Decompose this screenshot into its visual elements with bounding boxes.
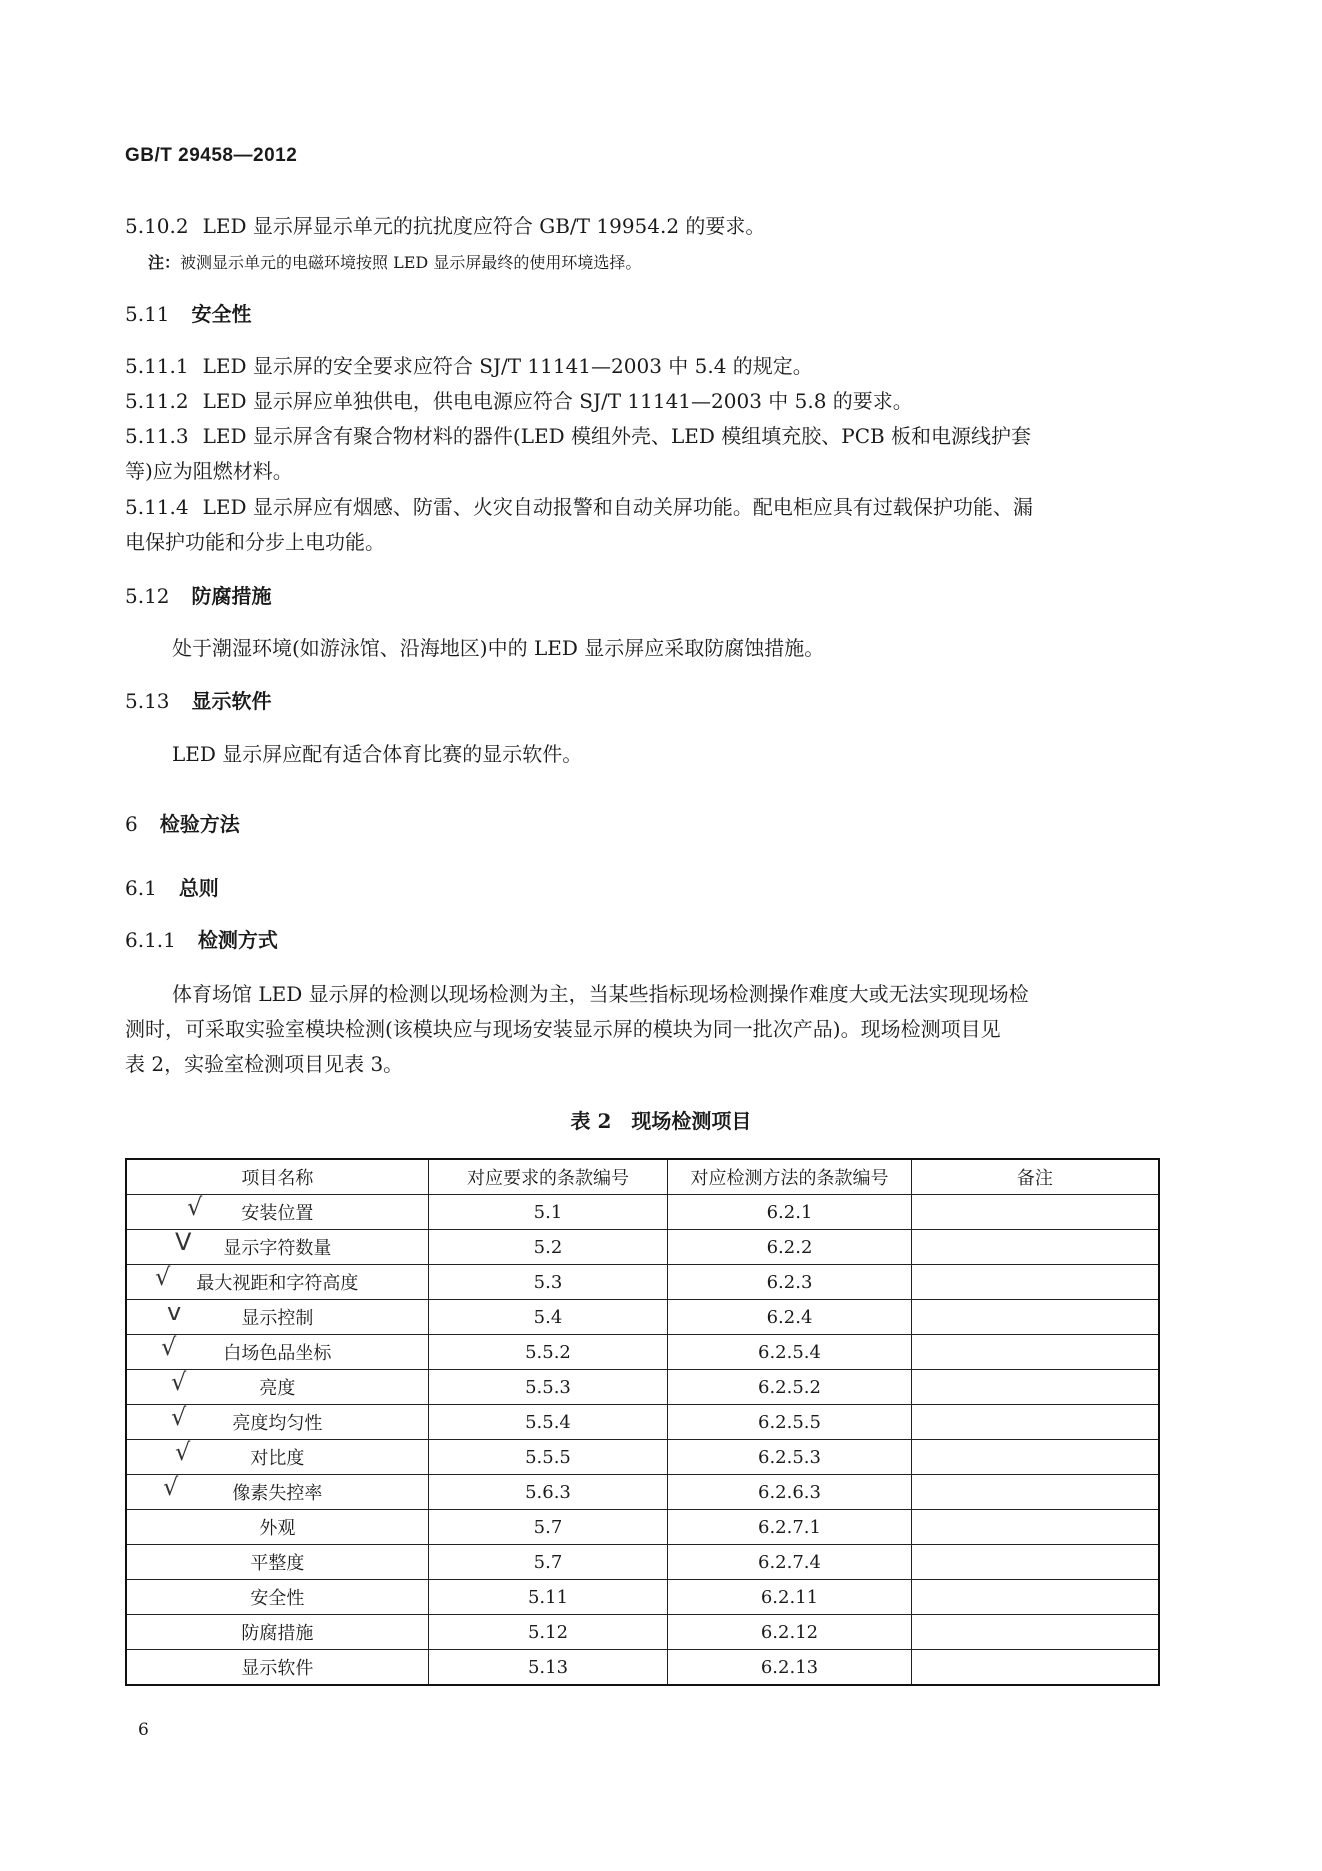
cell-method-clause: 6.2.7.1 xyxy=(668,1510,912,1545)
header-remarks: 备注 xyxy=(911,1159,1159,1195)
clause-5-11-3-continuation: 等)应为阻燃材料。 xyxy=(125,459,293,483)
heading-5-12 xyxy=(125,580,272,609)
item-name-text: 安装位置 xyxy=(241,1203,314,1224)
cell-remarks xyxy=(911,1615,1159,1650)
clause-number: 5.10.2 xyxy=(125,214,189,238)
item-name-text: 防腐措施 xyxy=(241,1623,314,1644)
cell-method-clause: 6.2.5.5 xyxy=(668,1405,912,1440)
item-name-text: 平整度 xyxy=(250,1553,305,1574)
heading-6-1 xyxy=(125,872,219,901)
header-item-name: 项目名称 xyxy=(126,1159,428,1195)
cell-method-clause: 6.2.2 xyxy=(668,1230,912,1265)
heading-6-1-1 xyxy=(125,924,278,953)
item-name-text: 像素失控率 xyxy=(232,1483,323,1504)
cell-requirement-clause: 5.1 xyxy=(428,1195,667,1230)
cell-method-clause: 6.2.5.2 xyxy=(668,1370,912,1405)
cell-method-clause: 6.2.5.4 xyxy=(668,1335,912,1370)
table-row xyxy=(126,1650,1159,1686)
clause-5-11-4 xyxy=(125,491,1033,520)
cell-requirement-clause: 5.5.4 xyxy=(428,1405,667,1440)
handwritten-check-mark: √ xyxy=(155,1263,171,1291)
cell-method-clause: 6.2.1 xyxy=(668,1195,912,1230)
cell-remarks xyxy=(911,1265,1159,1300)
heading-title: 安全性 xyxy=(191,302,252,326)
handwritten-check-mark: √ xyxy=(175,1438,191,1466)
handwritten-check-mark: √ xyxy=(171,1403,187,1431)
cell-remarks xyxy=(911,1545,1159,1580)
cell-remarks xyxy=(911,1230,1159,1265)
clause-text: LED 显示屏应单独供电，供电电源应符合 SJ/T 11141—2003 中 5.8 的要求。 xyxy=(202,389,913,413)
cell-remarks xyxy=(911,1475,1159,1510)
cell-requirement-clause: 5.7 xyxy=(428,1510,667,1545)
table-row xyxy=(126,1370,1159,1405)
item-name-text: 白场色品坐标 xyxy=(223,1343,332,1364)
cell-item-name xyxy=(126,1440,428,1475)
cell-requirement-clause: 5.12 xyxy=(428,1615,667,1650)
note xyxy=(148,250,641,273)
clause-number: 5.11.3 xyxy=(125,424,189,448)
table-caption: 表 2 现场检测项目 xyxy=(570,1109,752,1133)
cell-requirement-clause: 5.7 xyxy=(428,1545,667,1580)
handwritten-check-mark: V xyxy=(175,1228,192,1256)
cell-requirement-clause: 5.5.2 xyxy=(428,1335,667,1370)
table-row xyxy=(126,1230,1159,1265)
header-requirement-clause: 对应要求的条款编号 xyxy=(428,1159,667,1195)
cell-item-name xyxy=(126,1475,428,1510)
cell-item-name xyxy=(126,1545,428,1580)
table-row xyxy=(126,1405,1159,1440)
clause-5-10-2 xyxy=(125,210,765,239)
cell-requirement-clause: 5.4 xyxy=(428,1300,667,1335)
cell-requirement-clause: 5.3 xyxy=(428,1265,667,1300)
cell-item-name xyxy=(126,1335,428,1370)
note-label: 注： xyxy=(148,253,181,272)
item-name-text: 亮度 xyxy=(259,1378,296,1399)
cell-method-clause: 6.2.5.3 xyxy=(668,1440,912,1475)
item-name-text: 显示软件 xyxy=(241,1658,314,1679)
item-name-text: 亮度均匀性 xyxy=(232,1413,323,1434)
clause-text: LED 显示屏的安全要求应符合 SJ/T 11141—2003 中 5.4 的规定。 xyxy=(202,354,813,378)
table-row xyxy=(126,1265,1159,1300)
cell-requirement-clause: 5.5.5 xyxy=(428,1440,667,1475)
cell-method-clause: 6.2.6.3 xyxy=(668,1475,912,1510)
heading-5-11 xyxy=(125,298,252,327)
handwritten-check-mark: v xyxy=(167,1298,182,1326)
item-name-text: 显示字符数量 xyxy=(223,1238,332,1259)
clause-6-1-1-line-1: 体育场馆 LED 显示屏的检测以现场检测为主，当某些指标现场检测操作难度大或无法实现现场检 xyxy=(172,982,1029,1006)
cell-remarks xyxy=(911,1405,1159,1440)
cell-requirement-clause: 5.11 xyxy=(428,1580,667,1615)
heading-title: 检测方式 xyxy=(197,928,278,952)
cell-requirement-clause: 5.6.3 xyxy=(428,1475,667,1510)
clause-text: LED 显示屏显示单元的抗扰度应符合 GB/T 19954.2 的要求。 xyxy=(202,214,766,238)
table-row xyxy=(126,1300,1159,1335)
heading-number: 6 xyxy=(125,812,138,836)
cell-item-name xyxy=(126,1230,428,1265)
cell-item-name xyxy=(126,1265,428,1300)
cell-remarks xyxy=(911,1300,1159,1335)
clause-5-13-body: LED 显示屏应配有适合体育比赛的显示软件。 xyxy=(172,742,583,766)
cell-remarks xyxy=(911,1580,1159,1615)
clause-5-12-body: 处于潮湿环境(如游泳馆、沿海地区)中的 LED 显示屏应采取防腐蚀措施。 xyxy=(172,636,825,660)
table-row xyxy=(126,1510,1159,1545)
clause-6-1-1-line-3: 表 2，实验室检测项目见表 3。 xyxy=(125,1052,404,1076)
table-header-row xyxy=(126,1159,1159,1195)
heading-5-13 xyxy=(125,685,272,714)
cell-item-name xyxy=(126,1370,428,1405)
cell-remarks xyxy=(911,1370,1159,1405)
cell-method-clause: 6.2.13 xyxy=(668,1650,912,1686)
cell-item-name xyxy=(126,1195,428,1230)
cell-requirement-clause: 5.5.3 xyxy=(428,1370,667,1405)
item-name-text: 外观 xyxy=(259,1518,296,1539)
clause-5-11-2 xyxy=(125,385,913,414)
handwritten-check-mark: √ xyxy=(163,1473,179,1501)
cell-item-name xyxy=(126,1405,428,1440)
table-row xyxy=(126,1615,1159,1650)
table-row xyxy=(126,1440,1159,1475)
clause-text: LED 显示屏含有聚合物材料的器件(LED 模组外壳、LED 模组填充胶、PCB 板和电源线护套 xyxy=(202,424,1032,448)
heading-number: 5.12 xyxy=(125,584,170,608)
clause-number: 5.11.1 xyxy=(125,354,189,378)
cell-item-name xyxy=(126,1580,428,1615)
handwritten-check-mark: √ xyxy=(161,1333,177,1361)
table-row xyxy=(126,1195,1159,1230)
item-name-text: 安全性 xyxy=(250,1588,305,1609)
heading-title: 防腐措施 xyxy=(191,584,272,608)
heading-number: 5.11 xyxy=(125,302,170,326)
cell-item-name xyxy=(126,1510,428,1545)
note-text: 被测显示单元的电磁环境按照 LED 显示屏最终的使用环境选择。 xyxy=(180,253,642,272)
heading-title: 显示软件 xyxy=(191,689,272,713)
cell-method-clause: 6.2.7.4 xyxy=(668,1545,912,1580)
cell-remarks xyxy=(911,1650,1159,1686)
clause-5-11-3 xyxy=(125,420,1031,449)
standard-code: GB/T 29458—2012 xyxy=(125,145,298,166)
table-row xyxy=(126,1335,1159,1370)
table-body xyxy=(126,1195,1159,1686)
clause-6-1-1-line-2: 测时，可采取实验室模块检测(该模块应与现场安装显示屏的模块为同一批次产品)。现场检测项目见 xyxy=(125,1017,1001,1041)
cell-remarks xyxy=(911,1510,1159,1545)
cell-requirement-clause: 5.13 xyxy=(428,1650,667,1686)
heading-number: 5.13 xyxy=(125,689,170,713)
item-name-text: 最大视距和字符高度 xyxy=(196,1273,359,1294)
header-method-clause: 对应检测方法的条款编号 xyxy=(668,1159,912,1195)
heading-title: 总则 xyxy=(178,876,219,900)
heading-number: 6.1 xyxy=(125,876,157,900)
table-row xyxy=(126,1475,1159,1510)
clause-5-11-4-continuation: 电保护功能和分步上电功能。 xyxy=(125,530,385,554)
cell-remarks xyxy=(911,1440,1159,1475)
cell-method-clause: 6.2.12 xyxy=(668,1615,912,1650)
handwritten-check-mark: √ xyxy=(187,1193,203,1221)
cell-method-clause: 6.2.3 xyxy=(668,1265,912,1300)
cell-item-name xyxy=(126,1650,428,1686)
item-name-text: 对比度 xyxy=(250,1448,305,1469)
heading-6 xyxy=(125,808,240,837)
cell-item-name xyxy=(126,1300,428,1335)
cell-remarks xyxy=(911,1195,1159,1230)
inspection-items-table xyxy=(125,1158,1160,1686)
clause-5-11-1 xyxy=(125,350,813,379)
cell-requirement-clause: 5.2 xyxy=(428,1230,667,1265)
clause-text: LED 显示屏应有烟感、防雷、火灾自动报警和自动关屏功能。配电柜应具有过载保护功能、漏 xyxy=(202,495,1033,519)
heading-title: 检验方法 xyxy=(159,812,240,836)
cell-method-clause: 6.2.11 xyxy=(668,1580,912,1615)
page-number: 6 xyxy=(138,1720,149,1740)
item-name-text: 显示控制 xyxy=(241,1308,314,1329)
clause-number: 5.11.4 xyxy=(125,495,189,519)
table-row xyxy=(126,1545,1159,1580)
cell-method-clause: 6.2.4 xyxy=(668,1300,912,1335)
heading-number: 6.1.1 xyxy=(125,928,176,952)
handwritten-check-mark: √ xyxy=(171,1368,187,1396)
table-row xyxy=(126,1580,1159,1615)
clause-number: 5.11.2 xyxy=(125,389,189,413)
cell-remarks xyxy=(911,1335,1159,1370)
cell-item-name xyxy=(126,1615,428,1650)
